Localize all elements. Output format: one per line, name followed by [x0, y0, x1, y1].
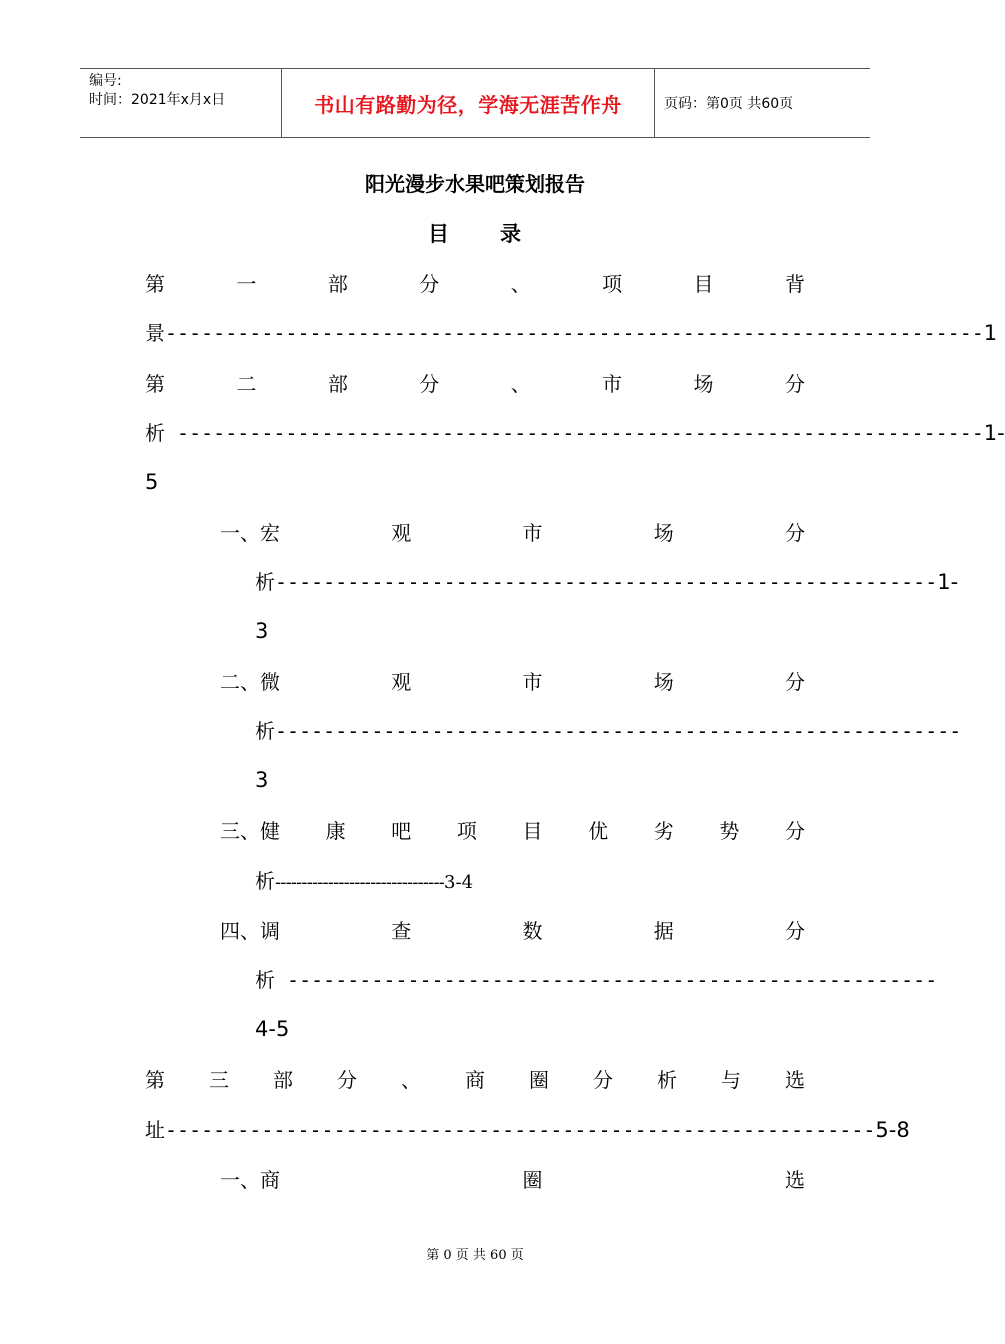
toc-char: 市	[602, 372, 623, 396]
toc-char: 一、宏	[220, 521, 280, 545]
toc-char: 部	[327, 272, 348, 296]
toc-char: 分	[785, 670, 805, 694]
toc-char: 与	[721, 1068, 741, 1092]
toc-char: 析	[255, 570, 275, 594]
toc-char: 一	[236, 272, 257, 296]
toc-entry-line	[145, 317, 997, 349]
toc-char: 势	[719, 819, 740, 843]
toc-char: 第	[145, 1068, 165, 1092]
toc-char: 析	[255, 869, 275, 893]
toc-entry-line	[145, 268, 805, 300]
toc-char: 据	[653, 919, 674, 943]
toc-char: 二、微	[220, 670, 280, 694]
toc-entry-line	[255, 715, 961, 747]
toc-entry-line	[220, 1164, 805, 1196]
toc-char: 数	[522, 919, 543, 943]
toc-entry-line	[145, 368, 805, 400]
number-label: 编号:	[89, 73, 122, 89]
toc-leader: ------------------------------------------------------	[275, 968, 938, 992]
toc-entry-line	[220, 666, 805, 698]
toc-char: 目	[693, 272, 714, 296]
toc-char: 优	[588, 819, 609, 843]
toc-char: 选	[785, 1068, 805, 1092]
toc-char: 分	[784, 372, 805, 396]
toc-char: 分	[785, 919, 805, 943]
toc-entry-line	[255, 566, 958, 598]
toc-entry-line	[220, 915, 805, 947]
toc-page-number: 5-8	[875, 1118, 910, 1142]
page-footer: 第 0 页 共 60 页	[426, 1248, 524, 1263]
toc-entry-line	[255, 964, 937, 996]
toc-char: 址	[145, 1118, 165, 1142]
toc-page-number: 5	[145, 470, 159, 494]
toc-char: 第	[145, 272, 165, 296]
toc-char: 场	[693, 372, 714, 396]
time-label: 时间：2021年x月x日	[89, 92, 226, 108]
toc-page-number: 1-	[983, 421, 1005, 445]
toc-page-number: 1	[983, 321, 998, 345]
toc-char: 市	[522, 670, 543, 694]
toc-char: 目	[522, 819, 543, 843]
toc-char: 观	[391, 670, 412, 694]
toc-char: 析	[657, 1068, 677, 1092]
toc-entry-line	[145, 1064, 805, 1096]
toc-char: 分	[419, 372, 440, 396]
toc-entry-line	[220, 517, 805, 549]
toc-page-number: 3-4	[444, 872, 474, 893]
toc-heading-char: 目	[428, 222, 449, 246]
toc-char: 析	[255, 968, 275, 992]
toc-page-number: 3	[255, 619, 269, 643]
toc-leader: -----------------------------------------------------------	[165, 1118, 876, 1142]
toc-leader: ---------------------------------------------------------	[275, 719, 962, 743]
toc-char: 第	[145, 372, 165, 396]
toc-char: 项	[602, 272, 623, 296]
toc-char: 劣	[653, 819, 674, 843]
toc-entry-line	[220, 815, 805, 847]
toc-char: 分	[785, 819, 805, 843]
toc-heading	[428, 218, 528, 250]
toc-char: 部	[273, 1068, 293, 1092]
toc-char: 康	[325, 819, 346, 843]
toc-char: 析	[145, 421, 165, 445]
toc-char: 观	[391, 521, 412, 545]
toc-char: 查	[391, 919, 412, 943]
toc-char: 吧	[391, 819, 412, 843]
toc-char: 背	[784, 272, 805, 296]
toc-char: 、	[510, 372, 531, 396]
toc-char: 场	[653, 521, 674, 545]
toc-char: 分	[593, 1068, 613, 1092]
toc-char: 圈	[522, 1168, 543, 1192]
toc-char: 分	[419, 272, 440, 296]
toc-char: 圈	[529, 1068, 549, 1092]
toc-page-number: 3	[255, 768, 269, 792]
toc-leader: --------------------------------------------------------------------	[165, 321, 984, 345]
toc-char: 选	[785, 1168, 805, 1192]
toc-char: 、	[510, 272, 531, 296]
toc-leader: -------------------------------------------------------------------	[165, 421, 984, 445]
document-title: 阳光漫步水果吧策划报告	[365, 172, 585, 196]
toc-char: 景	[145, 321, 165, 345]
toc-char: 市	[522, 521, 543, 545]
toc-entry-line	[145, 417, 1005, 449]
toc-char: 分	[785, 521, 805, 545]
toc-char: 二	[236, 372, 257, 396]
toc-char: 一、商	[220, 1168, 280, 1192]
toc-entry-line	[255, 865, 473, 897]
toc-leader: --------------------------------	[275, 872, 445, 893]
toc-char: 三、健	[220, 819, 280, 843]
toc-char: 场	[653, 670, 674, 694]
toc-char: 三	[209, 1068, 229, 1092]
toc-char: 部	[327, 372, 348, 396]
toc-char: 四、调	[220, 919, 280, 943]
header-motto: 书山有路勤为径，学海无涯苦作舟	[282, 69, 655, 137]
header-meta-cell	[80, 69, 282, 137]
toc-page-number: 1-	[937, 570, 959, 594]
page-header	[80, 68, 870, 138]
toc-heading-char: 录	[500, 222, 521, 246]
header-page-info: 页码：第0页 共60页	[664, 96, 794, 112]
toc-leader: -------------------------------------------------------	[275, 570, 938, 594]
toc-entry-line	[145, 1114, 910, 1146]
toc-char: 析	[255, 719, 275, 743]
toc-char: 、	[401, 1068, 421, 1092]
toc-char: 商	[465, 1068, 485, 1092]
toc-char: 分	[337, 1068, 357, 1092]
toc-char: 项	[456, 819, 477, 843]
toc-page-number: 4-5	[255, 1017, 290, 1041]
